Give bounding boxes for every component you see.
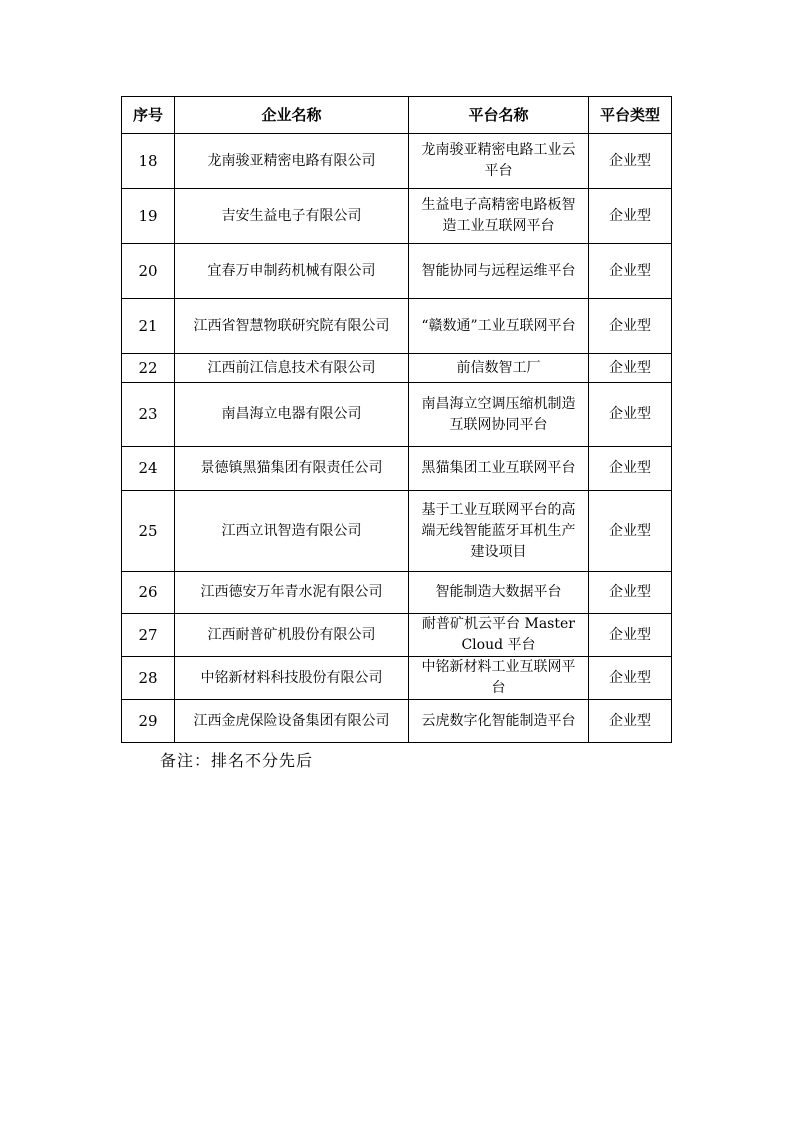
cell-platform: 中铭新材料工业互联网平台 [409,657,589,700]
table-row [122,572,672,614]
table-row [122,491,672,572]
cell-platform: “赣数通”工业互联网平台 [409,299,589,354]
cell-type: 企业型 [589,614,672,657]
table-row [122,244,672,299]
cell-serial: 29 [122,700,175,743]
table-row [122,614,672,657]
cell-platform: 智能制造大数据平台 [409,572,589,614]
cell-platform: 智能协同与远程运维平台 [409,244,589,299]
cell-platform: 耐普矿机云平台 Master Cloud 平台 [409,614,589,657]
table-row [122,447,672,491]
cell-company: 江西德安万年青水泥有限公司 [175,572,409,614]
cell-serial: 21 [122,299,175,354]
cell-company: 中铭新材料科技股份有限公司 [175,657,409,700]
cell-type: 企业型 [589,491,672,572]
cell-type: 企业型 [589,383,672,447]
cell-serial: 28 [122,657,175,700]
cell-serial: 19 [122,189,175,244]
cell-platform: 前信数智工厂 [409,354,589,383]
cell-type: 企业型 [589,354,672,383]
cell-serial: 23 [122,383,175,447]
cell-type: 企业型 [589,447,672,491]
header-platform: 平台名称 [409,97,589,134]
footnote-remark: 备注：排名不分先后 [160,751,314,770]
table-row [122,657,672,700]
cell-company: 吉安生益电子有限公司 [175,189,409,244]
cell-type: 企业型 [589,657,672,700]
cell-serial: 22 [122,354,175,383]
cell-company: 龙南骏亚精密电路有限公司 [175,134,409,189]
table-row [122,383,672,447]
header-company: 企业名称 [175,97,409,134]
table-row [122,354,672,383]
cell-serial: 25 [122,491,175,572]
table-row [122,700,672,743]
cell-type: 企业型 [589,134,672,189]
cell-type: 企业型 [589,244,672,299]
cell-company: 江西立讯智造有限公司 [175,491,409,572]
cell-company: 景德镇黑猫集团有限责任公司 [175,447,409,491]
cell-serial: 24 [122,447,175,491]
table-row [122,299,672,354]
cell-type: 企业型 [589,572,672,614]
cell-company: 江西前江信息技术有限公司 [175,354,409,383]
header-type: 平台类型 [589,97,672,134]
platform-table [121,96,672,743]
table-header-row [122,97,672,134]
cell-platform: 生益电子高精密电路板智造工业互联网平台 [409,189,589,244]
header-serial: 序号 [122,97,175,134]
cell-platform: 云虎数字化智能制造平台 [409,700,589,743]
cell-company: 宜春万申制药机械有限公司 [175,244,409,299]
cell-type: 企业型 [589,189,672,244]
cell-serial: 20 [122,244,175,299]
cell-serial: 26 [122,572,175,614]
cell-type: 企业型 [589,299,672,354]
table-row [122,134,672,189]
cell-serial: 18 [122,134,175,189]
cell-company: 南昌海立电器有限公司 [175,383,409,447]
cell-company: 江西省智慧物联研究院有限公司 [175,299,409,354]
cell-platform: 基于工业互联网平台的高端无线智能蓝牙耳机生产建设项目 [409,491,589,572]
cell-platform: 龙南骏亚精密电路工业云平台 [409,134,589,189]
table-row [122,189,672,244]
cell-platform: 黑猫集团工业互联网平台 [409,447,589,491]
cell-company: 江西金虎保险设备集团有限公司 [175,700,409,743]
cell-company: 江西耐普矿机股份有限公司 [175,614,409,657]
cell-platform: 南昌海立空调压缩机制造互联网协同平台 [409,383,589,447]
cell-serial: 27 [122,614,175,657]
cell-type: 企业型 [589,700,672,743]
